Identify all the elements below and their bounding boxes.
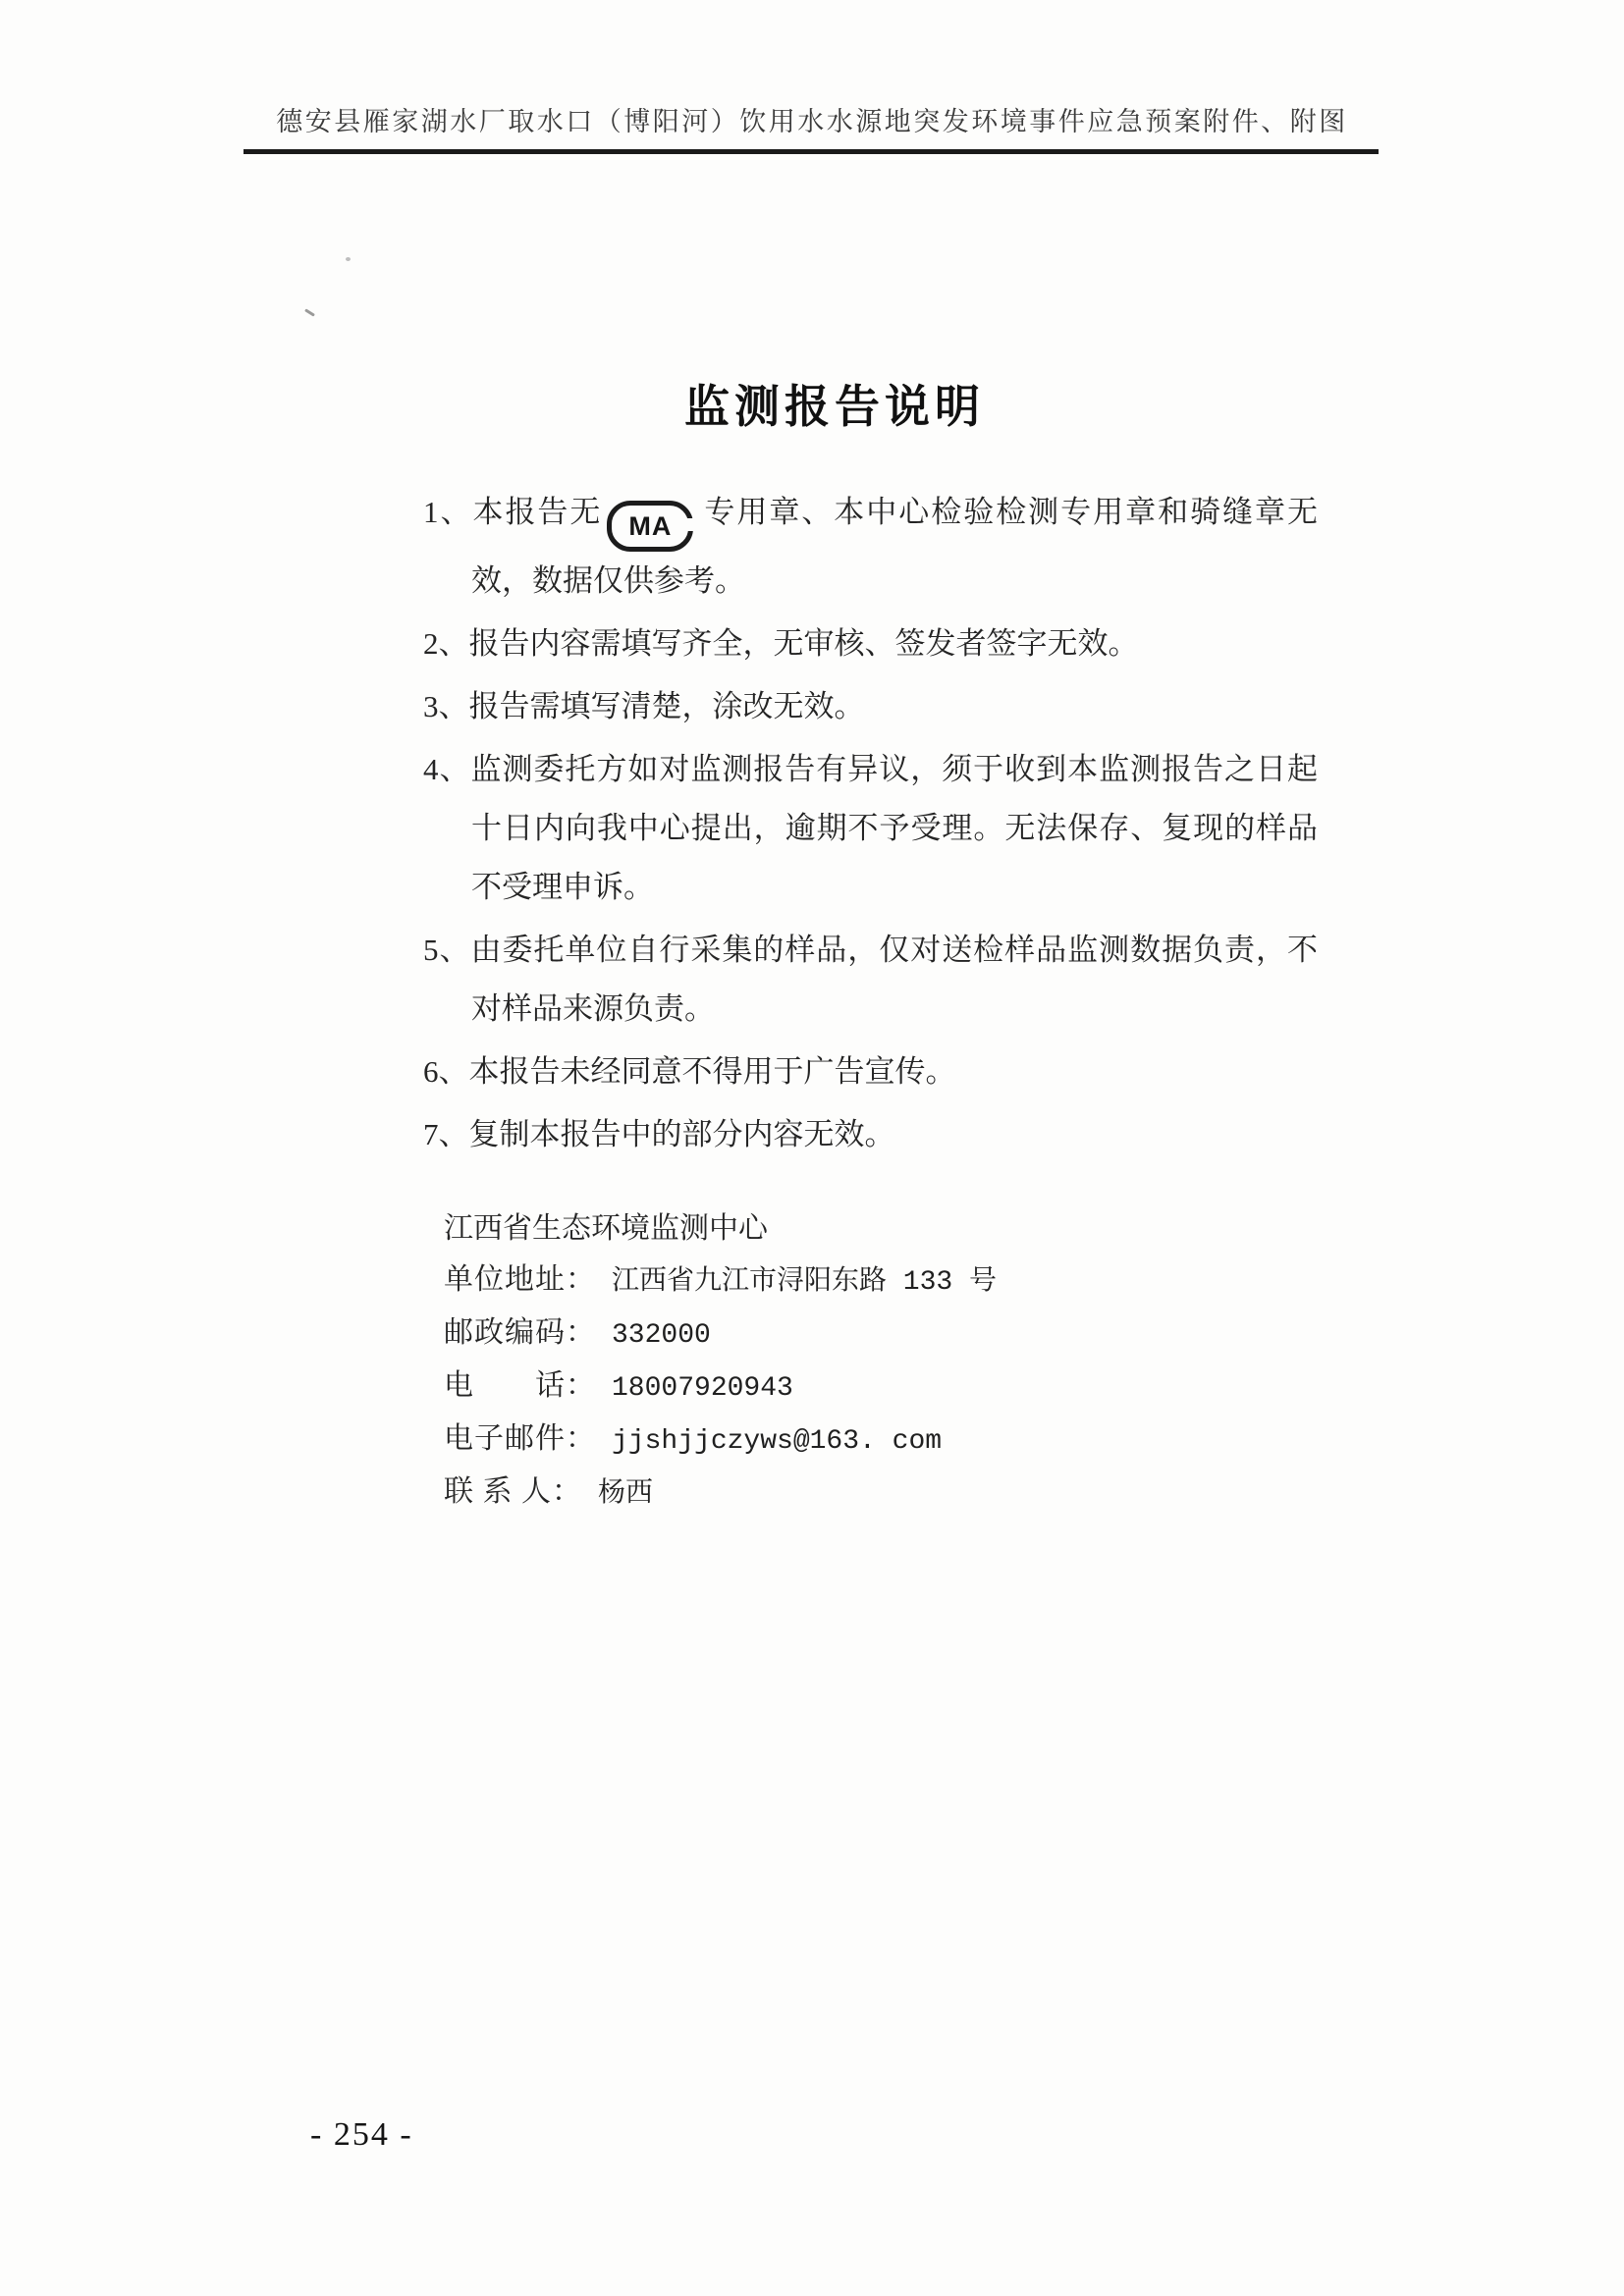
note-item (373, 614, 1318, 673)
contact-label: 电 话： (444, 1369, 596, 1402)
note-number: 2、 (423, 626, 469, 661)
note-item (373, 483, 1318, 611)
contact-label: 邮政编码： (444, 1316, 596, 1349)
note-item (373, 740, 1318, 917)
contact-value: 18007920943 (612, 1373, 793, 1404)
contact-label: 单位地址： (444, 1263, 596, 1296)
organization-name: 江西省生态环境监测中心 (444, 1212, 768, 1245)
note-number: 1、 (423, 495, 473, 529)
contact-value: 江西省九江市浔阳东路 133 号 (612, 1267, 998, 1298)
header-divider (244, 149, 1379, 154)
contact-row (444, 1414, 997, 1467)
note-item (373, 1042, 1318, 1101)
note-number: 6、 (423, 1054, 469, 1089)
contact-value: 杨西 (598, 1479, 654, 1510)
note-item (373, 921, 1318, 1039)
note-item (373, 1105, 1318, 1164)
scan-speck (304, 308, 315, 316)
contact-row (444, 1255, 997, 1308)
note-text-post: 专用章、本中心检验检测专用章和骑缝章无效，数据仅供参考。 (471, 495, 1319, 598)
page-title: 监测报告说明 (684, 381, 985, 432)
cma-stamp-opening (685, 518, 695, 531)
note-text-pre: 报告内容需填写齐全，无审核、签发者签字无效。 (468, 626, 1139, 661)
scan-speck (346, 257, 351, 261)
contact-row (444, 1308, 997, 1361)
page-number: - 254 - (310, 2116, 413, 2153)
notes-list (373, 483, 1318, 1168)
contact-value: 332000 (612, 1320, 711, 1351)
cma-stamp-icon (607, 501, 693, 552)
note-text-pre: 由委托单位自行采集的样品，仅对送检样品监测数据负责，不对样品来源负责。 (470, 933, 1319, 1026)
note-number: 4、 (423, 752, 471, 786)
contact-block (444, 1203, 997, 1520)
note-number: 5、 (423, 933, 471, 967)
note-number: 3、 (423, 689, 469, 723)
contact-value: jjshjjczyws@163. com (612, 1426, 943, 1457)
note-text-pre: 复制本报告中的部分内容无效。 (468, 1117, 895, 1151)
note-text-pre: 报告需填写清楚，涂改无效。 (468, 689, 865, 723)
note-item (373, 677, 1318, 736)
contact-row (444, 1361, 997, 1414)
note-text-pre: 本报告未经同意不得用于广告宣传。 (468, 1054, 956, 1089)
contact-rows (444, 1255, 997, 1520)
contact-row (444, 1467, 997, 1520)
contact-label: 联 系 人： (444, 1475, 582, 1508)
contact-label: 电子邮件： (444, 1422, 596, 1455)
cma-stamp-label: MA (628, 511, 673, 541)
header-title: 德安县雁家湖水厂取水口（博阳河）饮用水水源地突发环境事件应急预案附件、附图 (276, 107, 1348, 136)
note-text-pre: 监测委托方如对监测报告有异议，须于收到本监测报告之日起十日内向我中心提出，逾期不予受理。无法保存、复现的样品不受理申诉。 (470, 752, 1319, 904)
note-text-pre: 本报告无 (472, 495, 603, 529)
note-number: 7、 (423, 1117, 469, 1151)
